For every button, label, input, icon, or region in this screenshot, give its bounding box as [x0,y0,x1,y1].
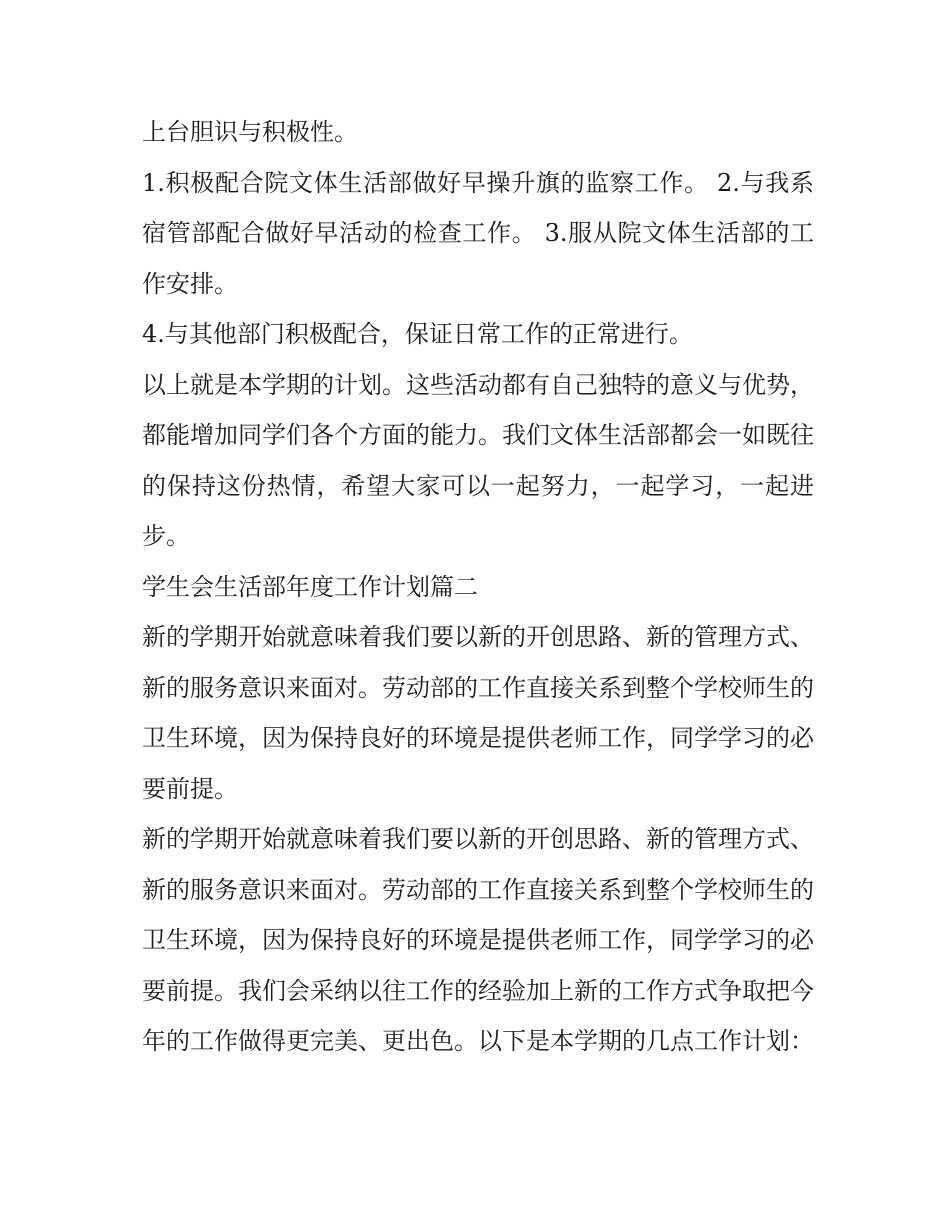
paragraph-intro: 新的学期开始就意味着我们要以新的开创思路、新的管理方式、新的服务意识来面对。劳动部的工作直接关系到整个学校师生的卫生环境，因为保持良好的环境是提供老师工作，同学学习的必要前提。 [142,623,814,803]
document-body [142,107,814,1067]
section-heading: 学生会生活部年度工作计划篇二 [142,572,478,601]
paragraph-task-4: 4.与其他部门积极配合，保证日常工作的正常进行。 [142,320,693,348]
paragraph-courage: 上台胆识与积极性。 [142,118,358,146]
paragraph-intro-extended: 新的学期开始就意味着我们要以新的开创思路、新的管理方式、新的服务意识来面对。劳动部的工作直接关系到整个学校师生的卫生环境，因为保持良好的环境是提供老师工作，同学学习的必要前提。我们会采纳以往工作的经验加上新的工作方式争取把今年的工作做得更完美、更出色。以下是本学期的几点工作计划： [142,825,814,1055]
paragraph-summary: 以上就是本学期的计划。这些活动都有自己独特的意义与优势，都能增加同学们各个方面的能力。我们文体生活部都会一如既往的保持这份热情，希望大家可以一起努力，一起学习，一起进步。 [142,370,814,550]
paragraph-tasks-1-3: 1.积极配合院文体生活部做好早操升旗的监察工作。 2.与我系宿管部配合做好早活动的检查工作。 3.服从院文体生活部的工作安排。 [142,168,814,298]
